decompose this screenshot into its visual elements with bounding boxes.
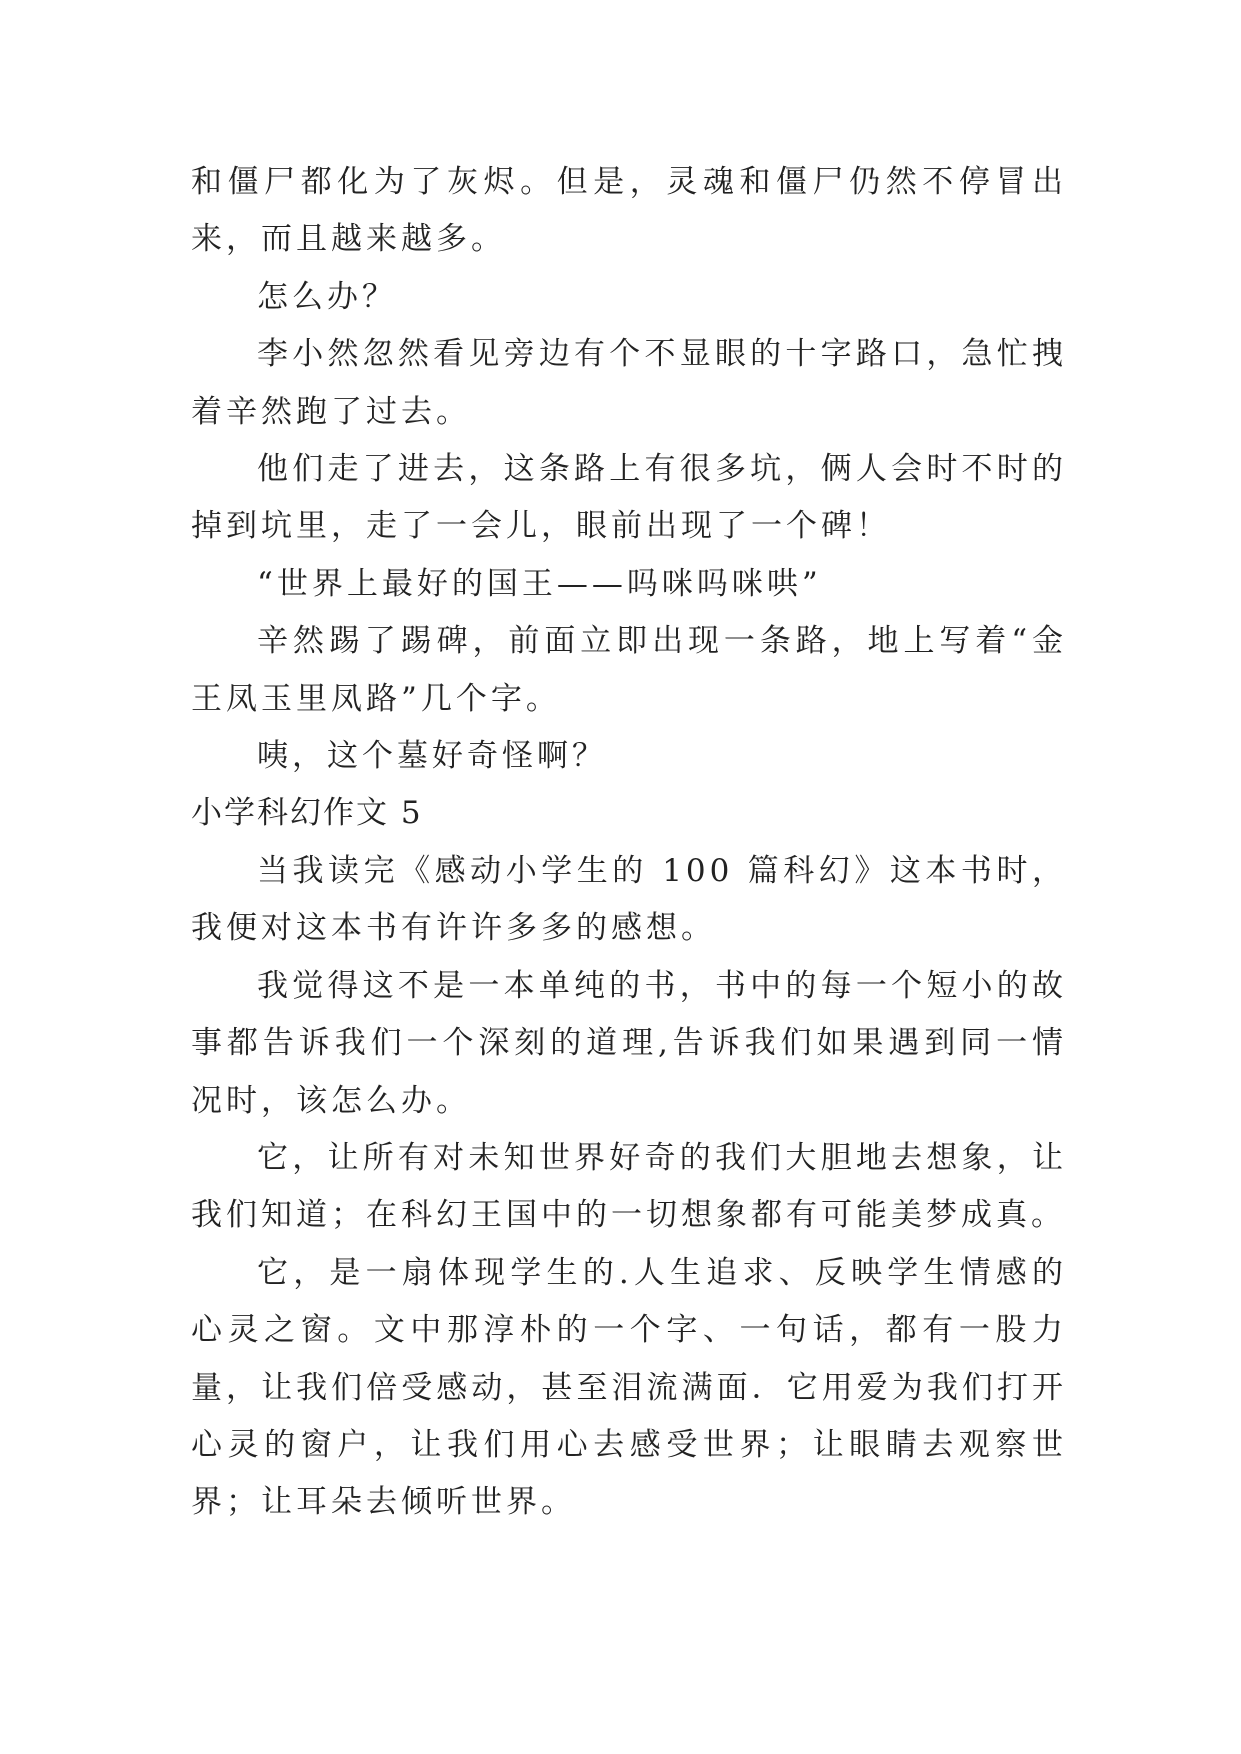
paragraph: 辛然踢了踢碑，前面立即出现一条路，地上写着“金王凤玉里凤路”几个字。 xyxy=(191,623,1067,717)
paragraph: 它，是一扇体现学生的.人生追求、反映学生情感的心灵之窗。文中那淳朴的一个字、一句话，都有一股力量，让我们倍受感动，甚至泪流满面．它用爱为我们打开心灵的窗户，让我们用心去感受世界；让眼睛去观察世界；让耳朵去倾听世界。 xyxy=(191,1254,1067,1521)
paragraph: 当我读完《感动小学生的 100 篇科幻》这本书时，我便对这本书有许许多多的感想。 xyxy=(191,852,1067,947)
paragraph: 李小然忽然看见旁边有个不显眼的十字路口，急忙拽着辛然跑了过去。 xyxy=(191,336,1067,430)
paragraph: 怎么办？ xyxy=(257,278,397,315)
section-heading: 小学科幻作文 5 xyxy=(191,795,423,832)
paragraph: 咦，这个墓好奇怪啊？ xyxy=(257,738,607,775)
document-body xyxy=(191,154,1067,1532)
paragraph-continuation: 和僵尸都化为了灰烬。但是，灵魂和僵尸仍然不停冒出来，而且越来越多。 xyxy=(191,164,1067,258)
paragraph-quote: “世界上最好的国王——吗咪吗咪哄” xyxy=(257,565,822,602)
paragraph: 他们走了进去，这条路上有很多坑，俩人会时不时的掉到坑里，走了一会儿，眼前出现了一个碑！ xyxy=(191,451,1067,545)
paragraph: 它，让所有对未知世界好奇的我们大胆地去想象，让我们知道；在科幻王国中的一切想象都有可能美梦成真。 xyxy=(191,1139,1067,1234)
paragraph: 我觉得这不是一本单纯的书，书中的每一个短小的故事都告诉我们一个深刻的道理,告诉我们如果遇到同一情况时，该怎么办。 xyxy=(191,967,1067,1119)
